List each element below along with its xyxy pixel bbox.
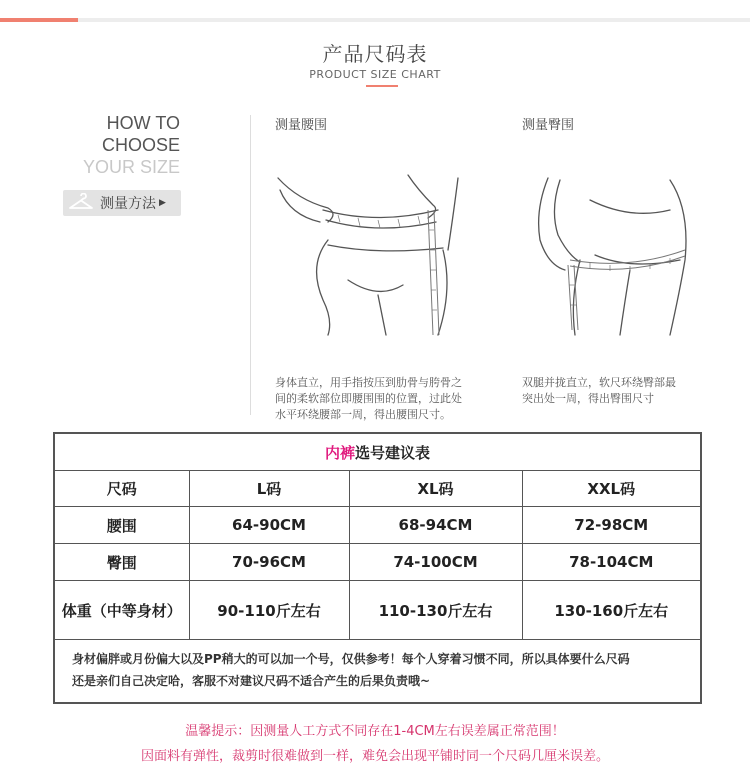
hip-caption-line: 双腿并拢直立，软尺环绕臀部最 xyxy=(522,376,676,389)
title-underline xyxy=(366,85,398,87)
warm-tip-line1: 温馨提示：因测量人工方式不同存在1-4CM左右误差属正常范围！ xyxy=(185,724,565,739)
vertical-divider xyxy=(250,115,251,415)
table-header-cell: L码 xyxy=(189,471,349,507)
page-subtitle: PRODUCT SIZE CHART xyxy=(309,68,441,81)
table-row xyxy=(55,581,700,640)
size-note-line: 还是亲们自己决定哈，客服不对建议尺码不适合产生的后果负责哦~ xyxy=(72,674,431,688)
table-cell: 臀围 xyxy=(55,544,189,581)
table-cell: 110-130斤左右 xyxy=(349,581,522,640)
table-cell: 体重（中等身材） xyxy=(55,581,189,640)
play-arrow-icon: ▶ xyxy=(159,198,166,208)
table-caption-text: 选号建议表 xyxy=(355,443,431,462)
howto-line1: HOW TO xyxy=(106,113,180,133)
waist-caption-line: 间的柔软部位即腰围围的位置，过此处 xyxy=(275,392,462,405)
top-accent-bar xyxy=(0,18,78,22)
measure-method-label: 测量方法 xyxy=(100,196,156,212)
top-divider xyxy=(0,18,750,22)
how-to-choose-heading xyxy=(60,112,180,178)
table-header-cell: XL码 xyxy=(349,471,522,507)
table-row xyxy=(55,544,700,581)
table-cell: 72-98CM xyxy=(522,507,700,544)
table-cell: 70-96CM xyxy=(189,544,349,581)
table-cell: 74-100CM xyxy=(349,544,522,581)
waist-caption xyxy=(275,375,462,423)
table-cell: 腰围 xyxy=(55,507,189,544)
howto-line3: YOUR SIZE xyxy=(82,157,180,177)
page-title: 产品尺码表 xyxy=(322,42,428,66)
table-caption-row xyxy=(55,434,700,471)
waist-measure-illustration xyxy=(268,170,498,340)
table-cell: 68-94CM xyxy=(349,507,522,544)
waist-title: 测量腰围 xyxy=(275,118,328,133)
waist-caption-line: 水平环绕腰部一周，得出腰围尺寸。 xyxy=(275,408,451,421)
hanger-icon xyxy=(68,192,94,214)
table-cell: 78-104CM xyxy=(522,544,700,581)
hip-caption xyxy=(522,375,676,407)
size-note xyxy=(72,648,692,692)
hip-measure-illustration xyxy=(520,170,710,340)
hip-title: 测量臀围 xyxy=(522,118,575,133)
table-header-cell: XXL码 xyxy=(522,471,700,507)
table-cell: 64-90CM xyxy=(189,507,349,544)
table-header-row xyxy=(55,471,700,507)
size-note-line: 身材偏胖或月份偏大以及PP稍大的可以加一个号，仅供参考！每个人穿着习惯不同，所以具体要什么尺码 xyxy=(72,652,630,666)
waist-caption-line: 身体直立，用手指按压到肋骨与胯骨之 xyxy=(275,376,462,389)
table-caption xyxy=(55,434,700,471)
measure-method-button[interactable] xyxy=(63,190,181,216)
warm-tip-line2: 因面料有弹性，裁剪时很难做到一样，难免会出现平铺时同一个尺码几厘米误差。 xyxy=(140,749,609,764)
table-caption-highlight: 内裤 xyxy=(325,443,356,462)
hip-caption-line: 突出处一周，得出臀围尺寸 xyxy=(522,392,654,405)
table-cell: 90-110斤左右 xyxy=(189,581,349,640)
table-cell: 130-160斤左右 xyxy=(522,581,700,640)
table-header-cell: 尺码 xyxy=(55,471,189,507)
table-row xyxy=(55,507,700,544)
howto-line2: CHOOSE xyxy=(101,135,180,155)
